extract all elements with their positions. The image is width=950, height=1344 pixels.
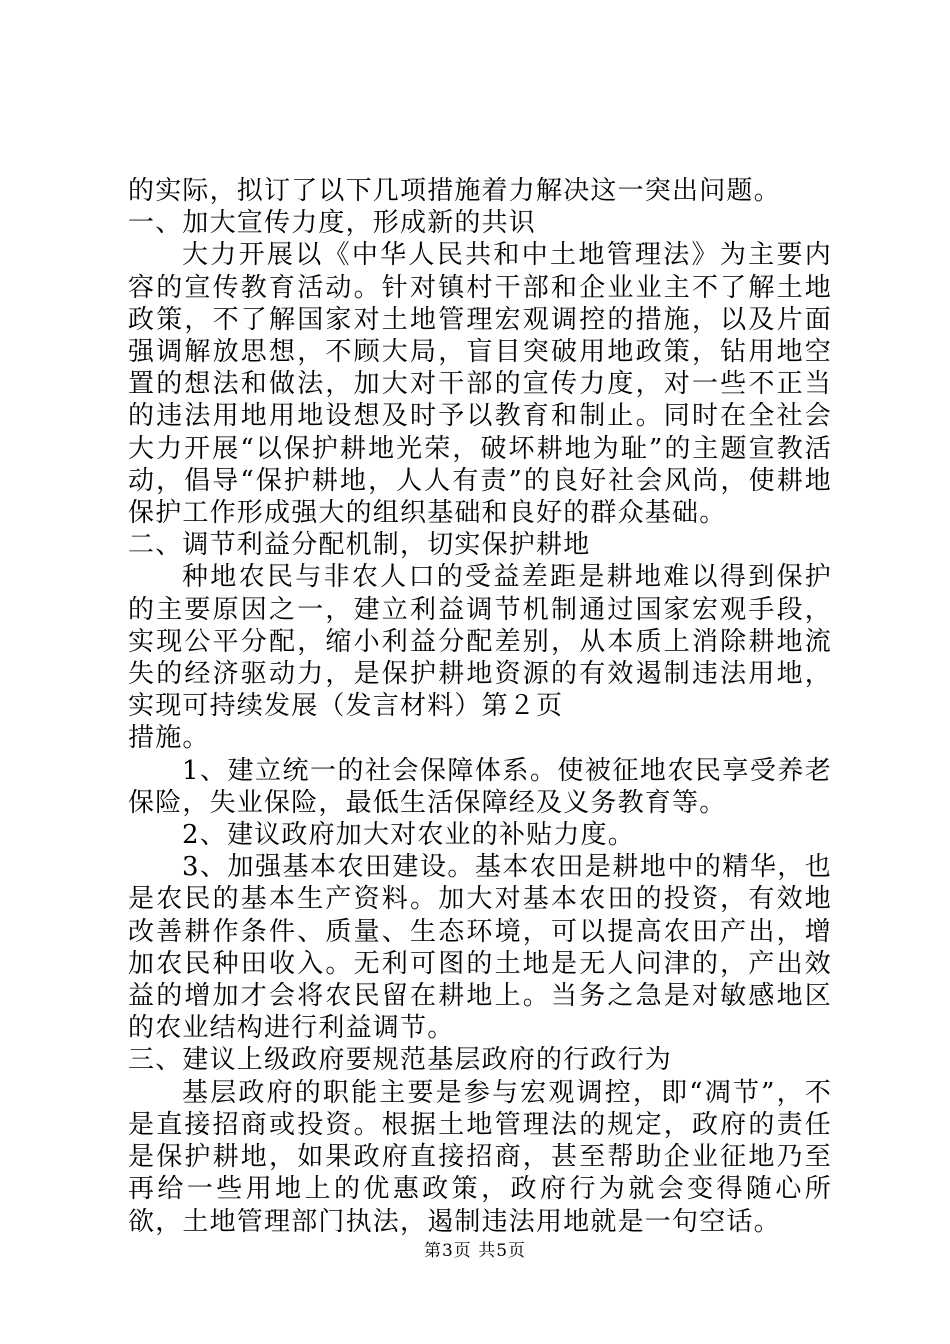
paragraph-government-role: 基层政府的职能主要是参与宏观调控，即“凋节”，不是直接招商或投资。根据土地管理法的规定，政府的责任是保护耕地，如果政府直接招商，甚至帮助企业征地乃至再给一些用地上的优惠政策，政府行为就会变得随心所欲，土地管理部门执法，遏制违法用地就是一句空话。 <box>128 1077 832 1237</box>
paragraph-measures-label: 措施。 <box>128 723 210 754</box>
paragraph-publicity: 大力开展以《中华人民共和中土地管理法》为主要内容的宣传教育活动。针对镇村干部和企业业主不了解土地政策，不了解国家对土地管理宏观调控的措施，以及片面强调解放思想，不顾大局，盲目突破用地政策，钻用地空置的想法和做法，加大对干部的宣传力度，对一些不正当的违法用地用地设想及时予以教育和制止。同时在全社会大力开展“以保护耕地光荣，破坏耕地为耻”的主题宣教活动，倡导“保护耕地，人人有责”的良好社会风尚，使耕地保护工作形成强大的组织基础和良好的群众基础。 <box>128 240 832 529</box>
list-item-subsidy: 2、建议政府加大对农业的补贴力度。 <box>182 820 635 851</box>
section-heading-1: 一、加大宣传力度，形成新的共识 <box>128 208 537 239</box>
page-number-footer: 第3页 共5页 <box>423 1241 527 1261</box>
paragraph-intro-continuation: 的实际，拟订了以下几项措施着力解决这一突出问题。 <box>128 176 781 206</box>
list-item-farmland-construction: 3、加强基本农田建设。基本农田是耕地中的精华，也是农民的基本生产资料。加大对基本农田的投资，有效地改善耕作条件、质量、生态环境，可以提高农田产出，增加农民种田收入。无利可图的土地是无人问津的，产出效益的增加才会将农民留在耕地上。当务之急是对敏感地区的农业结构进行利益调节。 <box>128 852 832 1044</box>
section-heading-2: 二、调节利益分配机制，切实保护耕地 <box>128 530 591 561</box>
section-heading-3: 三、建议上级政府要规范基层政府的行政行为 <box>128 1045 673 1076</box>
paragraph-interest-mechanism: 种地农民与非农人口的受益差距是耕地难以得到保护的主要原因之一，建立利益调节机制通过国家宏观手段，实现公平分配，缩小利益分配差别，从本质上消除耕地流失的经济驱动力，是保护耕地资源的有效遏制违法用地，实现可持续发展（发言材料）第２页 <box>128 562 832 722</box>
list-item-social-security: 1、建立统一的社会保障体系。使被征地农民享受养老保险，失业保险，最低生活保障经及义务教育等。 <box>128 755 832 818</box>
document-body <box>128 175 832 1238</box>
